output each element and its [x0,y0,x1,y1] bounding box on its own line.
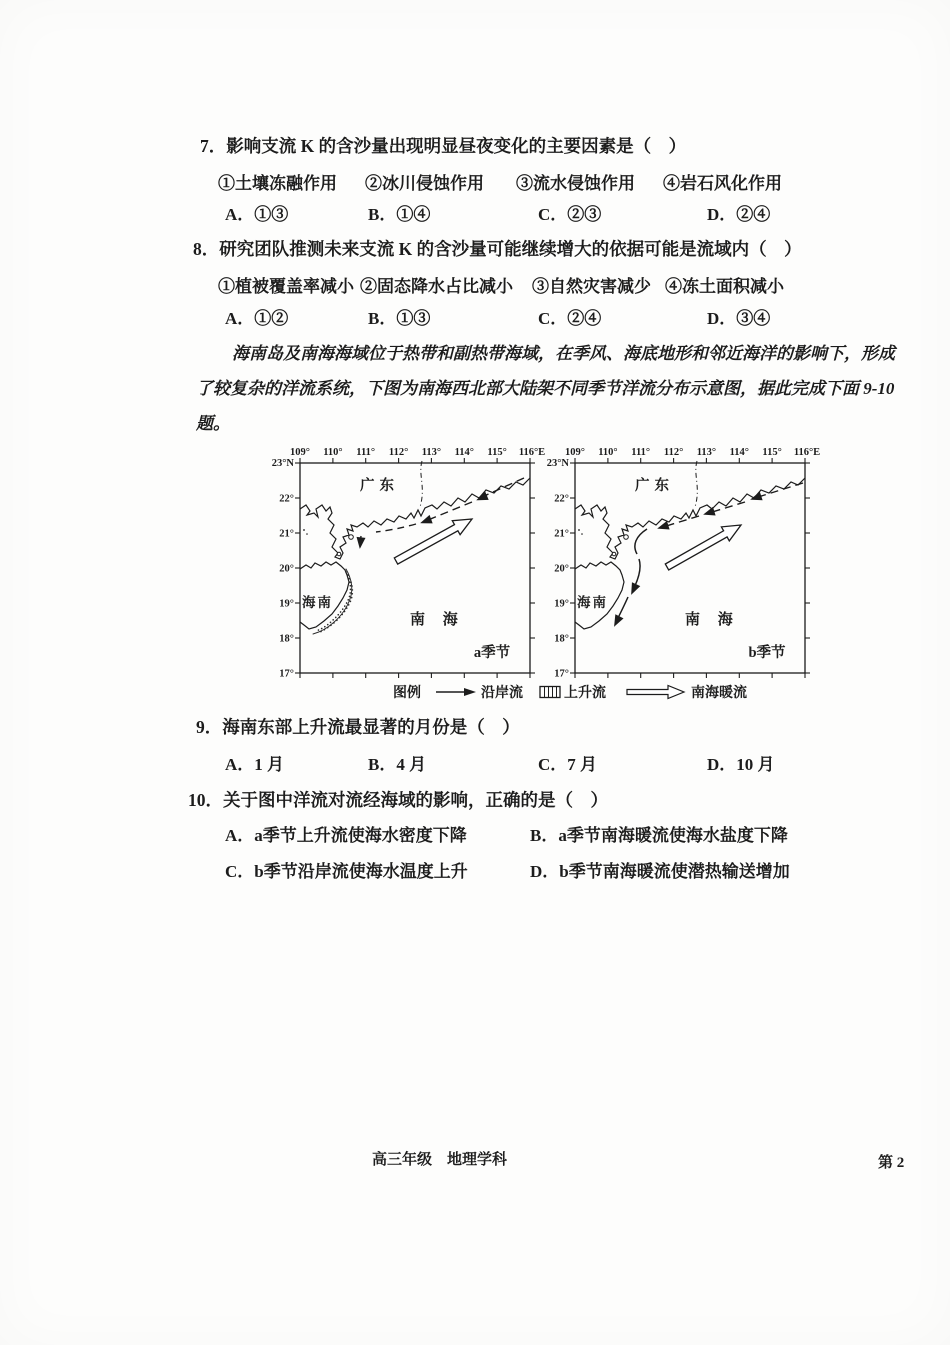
svg-text:21°: 21° [279,528,294,540]
q8-choice-d: D．③④ [707,309,771,328]
q9-choice-c: C．7 月 [538,755,598,774]
q10-choice-a: A．a季节上升流使海水密度下降 [225,826,467,845]
q7-option-1: ①土壤冻融作用 [218,174,337,193]
coastal-current-b-solid [612,529,647,627]
q10-choice-b: B．a季节南海暖流使海水盐度下降 [530,826,788,845]
map-a-lon-axis [290,447,545,458]
svg-text:115°: 115° [487,447,507,458]
svg-text:113°: 113° [421,447,442,458]
q7-choice-d: D．②④ [707,205,771,224]
hainan-label: 海南 [577,595,608,610]
sea-label: 南 海 [685,612,740,628]
warm-current-arrow-b [665,525,741,570]
svg-text:114°: 114° [454,447,474,458]
svg-text:111°: 111° [356,447,376,458]
svg-text:112°: 112° [388,447,409,458]
svg-text:113°: 113° [696,447,717,458]
svg-text:116°E: 116°E [518,447,546,458]
question-8-stem: 8．研究团队推测未来支流 K 的含沙量可能继续增大的依据可能是流域内（ ） [193,239,802,259]
upwelling-icon [539,685,561,699]
warm-current-icon [626,684,686,700]
intro-line-2: 了较复杂的洋流系统，下图为南海西北部大陆架不同季节洋流分布示意图，据此完成下面 9-10 [196,379,895,398]
svg-text:109°: 109° [290,447,310,458]
svg-text:23°N: 23°N [271,458,294,469]
svg-text:110°: 110° [323,447,343,458]
q8-option-1: ①植被覆盖率减小 [218,277,354,296]
svg-text:110°: 110° [598,447,618,458]
map-legend [393,682,747,702]
legend-coastal-label: 沿岸流 [481,686,523,701]
q7-option-2: ②冰川侵蚀作用 [365,174,484,193]
legend-upwelling-label: 上升流 [564,686,606,701]
svg-text:22°: 22° [554,493,569,505]
map-a-lat-axis [272,458,295,680]
question-7-stem: 7．影响支流 K 的含沙量出现明显昼夜变化的主要因素是（ ） [200,136,687,156]
svg-text:114°: 114° [729,447,749,458]
q7-option-3: ③流水侵蚀作用 [516,174,635,193]
guangdong-coastline [575,478,805,559]
legend-title: 图例 [393,686,421,701]
coastal-current-icon [435,685,477,699]
svg-text:19°: 19° [554,598,569,610]
q8-option-2: ②固态降水占比减小 [360,277,513,296]
q8-choice-b: B．①③ [368,309,431,328]
coastal-current-b-dashed [658,483,803,531]
svg-text:111°: 111° [631,447,651,458]
season-a-label: a季节 [473,645,511,661]
q9-choice-d: D．10 月 [707,755,775,774]
q8-choice-a: A．①② [225,309,289,328]
question-10-stem: 10．关于图中洋流对流经海域的影响，正确的是（ ） [188,790,608,810]
svg-text:19°: 19° [279,598,294,610]
svg-text:17°: 17° [554,668,569,680]
q10-choice-c: C．b季节沿岸流使海水温度上升 [225,862,468,881]
q7-choice-c: C．②③ [538,205,602,224]
svg-text:18°: 18° [554,633,569,645]
map-b-lat-axis [547,458,570,680]
svg-text:23°N: 23°N [546,458,569,469]
svg-text:109°: 109° [565,447,585,458]
intro-line-1: 海南岛及南海海域位于热带和副热带海域，在季风、海底地形和邻近海洋的影响下，形成 [232,344,895,363]
q7-option-4: ④岩石风化作用 [663,174,782,193]
page-number: 第 2 [878,1155,905,1171]
svg-text:112°: 112° [663,447,684,458]
q9-choice-a: A．1 月 [225,755,285,774]
q10-choice-d: D．b季节南海暖流使潜热输送增加 [530,862,790,881]
q9-choice-b: B．4 月 [368,755,427,774]
guangdong-label: 广东 [635,478,674,494]
q8-option-4: ④冻土面积减小 [665,277,784,296]
svg-text:17°: 17° [279,668,294,680]
svg-text:22°: 22° [279,493,294,505]
footer-course-label: 高三年级 地理学科 [372,1152,508,1168]
svg-text:18°: 18° [279,633,294,645]
guangdong-label: 广东 [360,478,399,494]
q7-choice-a: A．①③ [225,205,289,224]
warm-current-arrow-a [394,519,472,564]
svg-text:20°: 20° [279,563,294,575]
svg-text:20°: 20° [554,563,569,575]
svg-text:115°: 115° [762,447,782,458]
intro-line-3: 题。 [196,414,230,433]
q7-choice-b: B．①④ [368,205,431,224]
question-9-stem: 9．海南东部上升流最显著的月份是（ ） [196,717,520,737]
q8-choice-c: C．②④ [538,309,602,328]
svg-text:21°: 21° [554,528,569,540]
hainan-label: 海南 [302,595,333,610]
season-b-label: b季节 [748,645,786,661]
legend-warm-label: 南海暖流 [691,686,747,701]
map-season-a [260,445,546,685]
map-b-lon-axis [565,447,820,458]
map-season-b [535,445,821,685]
q8-option-3: ③自然灾害减少 [532,277,651,296]
sea-label: 南 海 [410,612,465,628]
svg-text:116°E: 116°E [793,447,821,458]
